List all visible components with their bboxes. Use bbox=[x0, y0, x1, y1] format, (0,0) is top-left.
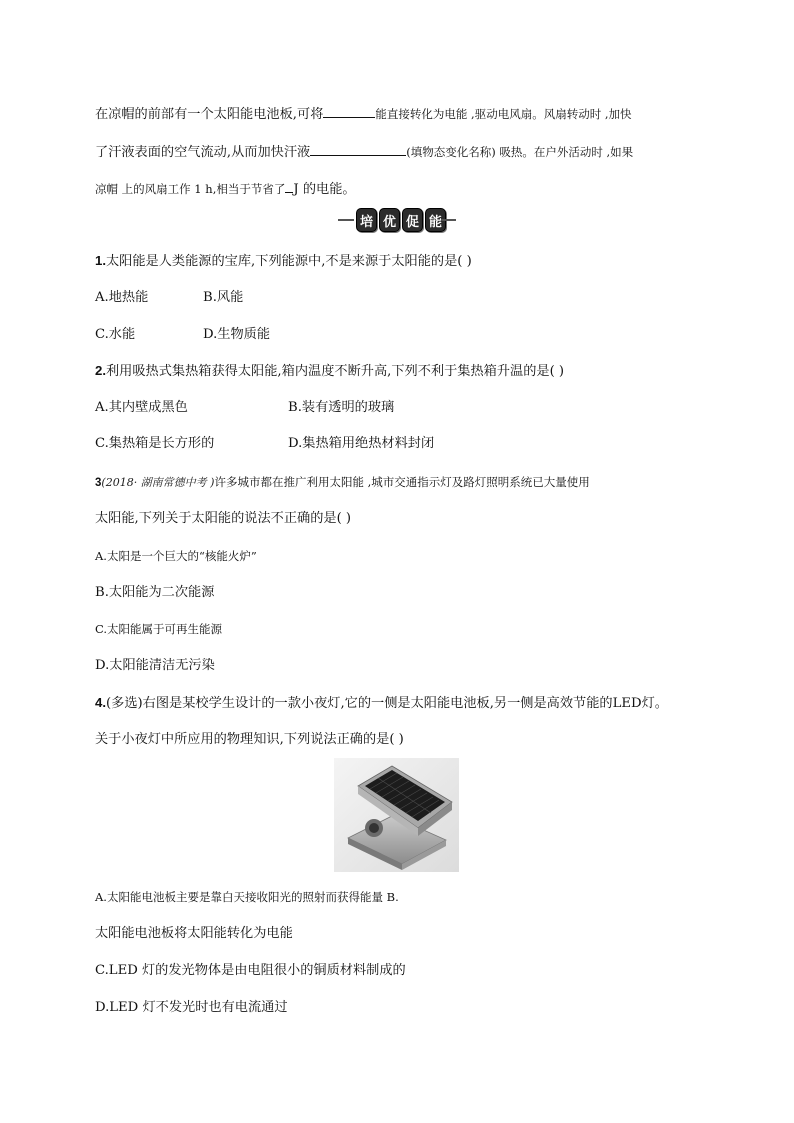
option-c: C.水能 bbox=[95, 327, 136, 342]
option-c: C.LED 灯的发光物体是由电阻很小的铜质材料制成的 bbox=[95, 963, 406, 978]
option-b: 太阳能电池板将太阳能转化为电能 bbox=[95, 926, 293, 941]
question-text: 许多城市都在推广利用太阳能 ,城市交通指示灯及路灯照明系统已大量使用 bbox=[214, 475, 590, 489]
question-text: 太阳能是人类能源的宝库,下列能源中,不是来源于太阳能的是( ) bbox=[106, 254, 472, 269]
option-a: A.太阳是一个巨大的“核能火炉” bbox=[95, 549, 257, 563]
question-number: 2. bbox=[95, 363, 106, 378]
question-text: (多选)右图是某校学生设计的一款小夜灯,它的一侧是太阳能电池板,另一侧是高效节能的LED灯。 bbox=[106, 696, 668, 711]
question-text: 关于小夜灯中所应用的物理知识,下列说法正确的是( ) bbox=[95, 732, 404, 747]
option-b: B.太阳能为二次能源 bbox=[95, 585, 215, 600]
option-d: D.生物质能 bbox=[203, 327, 271, 342]
question-4-stem-line-1 bbox=[95, 694, 668, 713]
question-2-stem bbox=[95, 362, 564, 381]
intro-line-3 bbox=[95, 179, 356, 199]
question-number: 3 bbox=[95, 477, 102, 489]
question-number: 1. bbox=[95, 253, 106, 268]
banner-char: 促 bbox=[402, 208, 423, 232]
question-text: 利用吸热式集热箱获得太阳能,箱内温度不断升高,下列不利于集热箱升温的是( ) bbox=[106, 364, 565, 379]
option-c: C.集热箱是长方形的 bbox=[95, 436, 215, 451]
intro-text: 在凉帽的前部有一个太阳能电池板,可将 bbox=[95, 107, 324, 122]
banner-char: 能 bbox=[425, 208, 446, 232]
option-b: B.装有透明的玻璃 bbox=[288, 400, 395, 415]
banner-char: 优 bbox=[379, 208, 400, 232]
option-c: C.太阳能属于可再生能源 bbox=[95, 622, 223, 636]
option-a: A.太阳能电池板主要是靠白天接收阳光的照射而获得能量 B. bbox=[95, 890, 399, 904]
question-text: 太阳能,下列关于太阳能的说法不正确的是( ) bbox=[95, 511, 352, 526]
answer-blank bbox=[323, 104, 375, 118]
intro-text: 了汗液表面的空气流动,从而加快汗液 bbox=[95, 145, 311, 160]
intro-text: (填物态变化名称) 吸热。在户外活动时 ,如果 bbox=[406, 145, 634, 159]
night-light-photo bbox=[334, 758, 459, 872]
section-banner bbox=[338, 207, 456, 233]
intro-text: J 的电能。 bbox=[293, 182, 356, 197]
option-d: D.集热箱用绝热材料封闭 bbox=[288, 436, 435, 451]
question-source: (2018· 湖南常德中考 ) bbox=[101, 476, 215, 489]
question-3-stem-line-2 bbox=[95, 510, 351, 528]
banner-char: 培 bbox=[356, 208, 377, 232]
banner-rule-left bbox=[338, 219, 354, 221]
answer-blank bbox=[310, 142, 406, 156]
banner-rule-right bbox=[442, 219, 456, 221]
option-d: D.太阳能清洁无污染 bbox=[95, 658, 215, 673]
question-1-stem bbox=[95, 252, 472, 271]
option-a: A.地热能 bbox=[95, 290, 149, 305]
option-d: D.LED 灯不发光时也有电流通过 bbox=[95, 1000, 288, 1015]
intro-text: 能直接转化为电能 ,驱动电风扇。风扇转动时 ,加快 bbox=[375, 107, 632, 121]
question-number: 4. bbox=[95, 695, 106, 710]
banner-badges bbox=[356, 208, 446, 232]
question-4-stem-line-2 bbox=[95, 731, 404, 749]
option-a: A.其内壁成黑色 bbox=[95, 400, 188, 415]
question-3-stem-line-1 bbox=[95, 473, 590, 492]
intro-line-1 bbox=[95, 104, 632, 124]
intro-text: 凉帽 上的风扇工作 1 h,相当于节省了 bbox=[95, 182, 286, 196]
option-b: B.风能 bbox=[203, 290, 244, 305]
solar-night-light-image bbox=[334, 758, 459, 872]
intro-line-2 bbox=[95, 142, 633, 162]
